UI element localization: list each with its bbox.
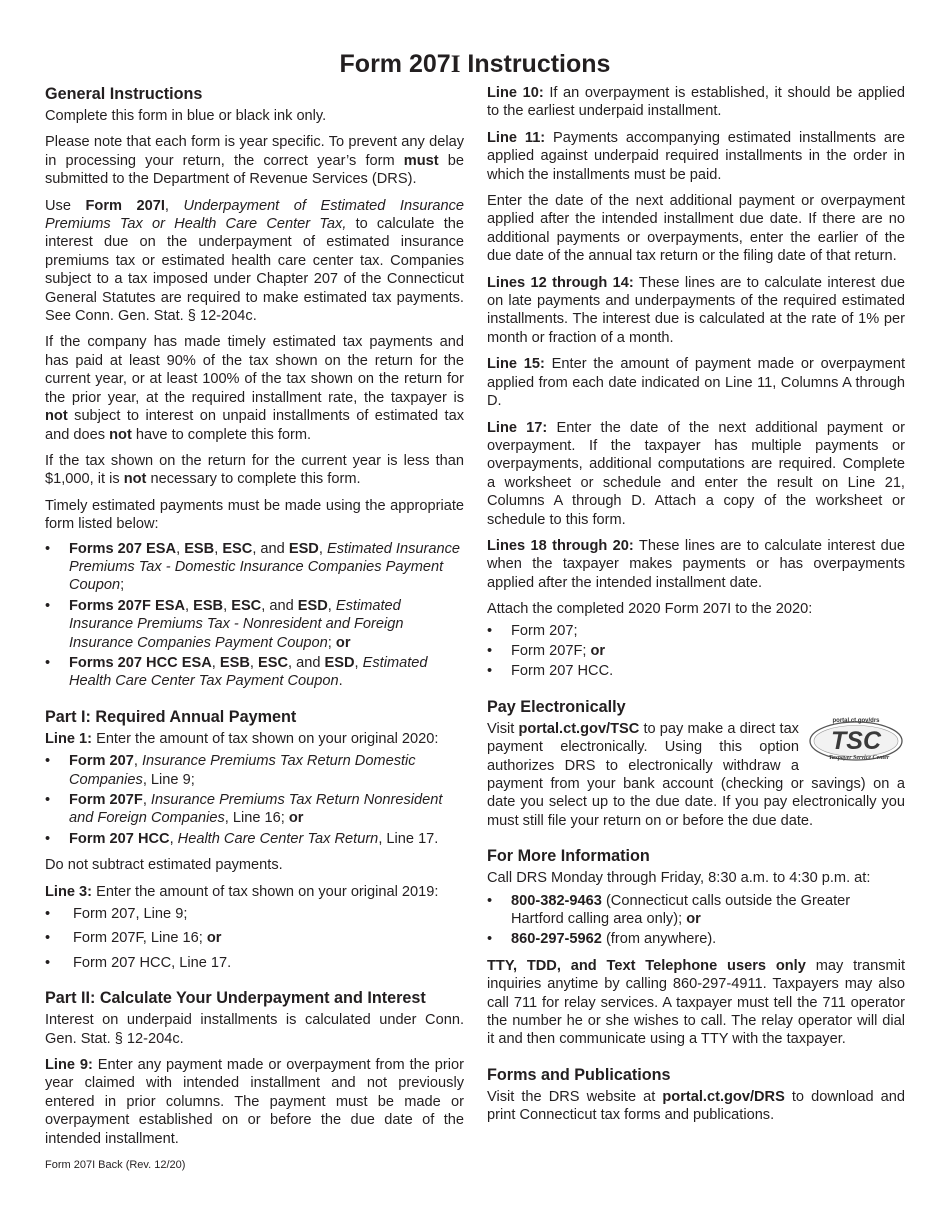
list-item: • Form 207;: [487, 622, 905, 640]
list-item: • Form 207F, Insurance Premiums Tax Return Nonresident and Foreign Companies, Line 16; or: [45, 791, 464, 828]
list-item: • Form 207F; or: [487, 642, 905, 660]
drs-link[interactable]: portal.ct.gov/DRS: [662, 1088, 785, 1105]
general-instructions-heading: General Instructions: [45, 85, 203, 103]
right-column: [487, 84, 905, 1133]
less-than-paragraph: If the tax shown on the return for the current year is less than $1,000, it is not necessary to complete this form.: [45, 452, 464, 488]
list-item: • Forms 207 ESA, ESB, ESC, and ESD, Estimated Insurance Premiums Tax - Domestic Insurance Companies Payment Coupon;: [45, 540, 464, 595]
lines12-14-paragraph: Lines 12 through 14: These lines are to calculate interest due on late payments and underpayments of the required estimated installments. The interest due is calculated at the rate of 1% per month or fraction of a month.: [487, 274, 906, 346]
visit-website-paragraph: Visit the DRS website at portal.ct.gov/DRS to download and print Connecticut tax forms and publications.: [487, 1088, 905, 1124]
forms-publications-heading: Forms and Publications: [487, 1065, 671, 1084]
tsc-logo-icon: [807, 716, 905, 764]
footer-form-rev: Form 207I Back (Rev. 12/20): [45, 1159, 186, 1171]
list-item: • Form 207 HCC, Line 17.: [45, 954, 464, 972]
list-item: • Form 207, Insurance Premiums Tax Return Domestic Companies, Line 9;: [45, 752, 464, 789]
line3-paragraph: Line 3: Enter the amount of tax shown on your original 2019:: [45, 883, 439, 900]
line3-list: [45, 905, 464, 972]
tty-paragraph: TTY, TDD, and Text Telephone users only may transmit inquiries anytime by calling 860-297-4911. Taxpayers may also call 711 for relay services. A taxpayer must tell the 711 operator the number he or she wishes to call. The relay operator will dial it and then communicate using a TTY with the taxpayer.: [487, 957, 906, 1048]
list-item: • 860-297-5962 (from anywhere).: [487, 930, 905, 948]
timely-payments-paragraph: If the company has made timely estimated tax payments and has paid at least 90% of the tax shown on the return for the current year, or at least 100% of the tax shown on the return for the prior year, at the required installment rate, the taxpayer is not subject to interest on unpaid installments of estimated tax and does not have to complete this form.: [45, 334, 464, 443]
list-item: • Form 207, Line 9;: [45, 905, 464, 923]
logo-bottom-text: Taxpayer Service Center: [828, 754, 890, 761]
line9-paragraph: Line 9: Enter any payment made or overpayment from the prior year claimed with intended installment and not previously entered in prior columns. The payment must be made or overpayment established on or before the due date of the intended installment.: [45, 1057, 465, 1147]
pay-electronically-paragraph: portal.ct.gov/drs TSC Taxpayer Service Center Visit portal.ct.gov/TSC to pay make a direct tax payment electronically. Using this option authorizes DRS to electronically withdraw a payment from your bank account (checking or savings) on a date you select up to the due date. If you pay electronically you must still file your return on or before the due date.: [487, 717, 905, 829]
ink-paragraph: Complete this form in blue or black ink only.: [45, 108, 327, 124]
enter-date-paragraph: Enter the date of the next additional payment or overpayment applied after the intended installment due date. If there are no additional payments or overpayments, enter the earlier of the due date of the annual tax return or the filing date of that return.: [487, 193, 905, 265]
coupon-forms-list: [45, 540, 464, 691]
more-info-heading: For More Information: [487, 847, 650, 866]
part2-heading: Part II: Calculate Your Underpayment and Interest: [45, 989, 426, 1008]
line1-list: [45, 752, 464, 848]
part1-heading: Part I: Required Annual Payment: [45, 707, 297, 726]
pay-electronically-heading: Pay Electronically: [487, 697, 626, 716]
tsc-link[interactable]: portal.ct.gov/TSC: [518, 720, 640, 737]
call-paragraph: Call DRS Monday through Friday, 8:30 a.m. to 4:30 p.m. at:: [487, 870, 871, 887]
line1-paragraph: Line 1: Enter the amount of tax shown on your original 2020:: [45, 730, 439, 747]
left-column: [45, 84, 464, 1156]
lines18-20-paragraph: Lines 18 through 20: These lines are to calculate interest due when the taxpayer makes payments or has overpayments applied after the intended installment date.: [487, 537, 906, 591]
logo-top-text: portal.ct.gov/drs: [832, 717, 880, 724]
phone-list: [487, 892, 905, 949]
line11-paragraph: Line 11: Payments accompanying estimated installments are applied against underpaid required installments in the order in which the installments must be paid.: [487, 129, 905, 183]
list-item: • Forms 207 HCC ESA, ESB, ESC, and ESD, Estimated Health Care Center Tax Payment Coupon.: [45, 654, 464, 691]
list-item: • 800-382-9463 (Connecticut calls outside the Greater Hartford calling area only); or: [487, 892, 905, 929]
list-item: • Forms 207F ESA, ESB, ESC, and ESD, Estimated Insurance Premiums Tax - Nonresident and Foreign Insurance Companies Payment Coupon; or: [45, 597, 464, 652]
line15-paragraph: Line 15: Enter the amount of payment made or overpayment applied from each date indicated on Line 11, Columns A through D.: [487, 356, 905, 410]
attach-paragraph: Attach the completed 2020 Form 207I to the 2020:: [487, 601, 813, 618]
year-specific-paragraph: Please note that each form is year specific. To prevent any delay in processing your return, the correct year’s form must be submitted to the Department of Revenue Services (DRS).: [45, 134, 464, 188]
list-item: • Form 207F, Line 16; or: [45, 929, 464, 947]
use-form-paragraph: Use Form 207I, Underpayment of Estimated Insurance Premiums Tax or Health Care Center Tax, to calculate the interest due on the underpayment of estimated insurance premiums tax or estimated health care center tax. Companies subject to a tax imposed under Chapter 207 of the Connecticut General Statutes are required to make estimated tax payments. See Conn. Gen. Stat. § 12-204c.: [45, 197, 464, 325]
logo-main-text: TSC: [831, 726, 881, 755]
attach-list: [487, 622, 905, 681]
no-subtract-paragraph: Do not subtract estimated payments.: [45, 857, 283, 874]
page-title: Form 207I Instructions: [339, 50, 611, 78]
estimated-payments-paragraph: Timely estimated payments must be made using the appropriate form listed below:: [45, 497, 464, 533]
interest-paragraph: Interest on underpaid installments is calculated under Conn. Gen. Stat. § 12-204c.: [45, 1012, 464, 1047]
list-item: • Form 207 HCC.: [487, 662, 905, 680]
list-item: • Form 207 HCC, Health Care Center Tax Return, Line 17.: [45, 830, 464, 848]
line17-paragraph: Line 17: Enter the date of the next additional payment or overpayment. If the taxpayer has multiple payments or overpayments, additional computations are required. Complete a worksheet or schedule and enter the result on Line 21, Columns A through D. Attach a copy of the worksheet or schedule to this form.: [487, 419, 905, 528]
line10-paragraph: Line 10: If an overpayment is established, it should be applied to the earliest underpaid installment.: [487, 85, 905, 120]
